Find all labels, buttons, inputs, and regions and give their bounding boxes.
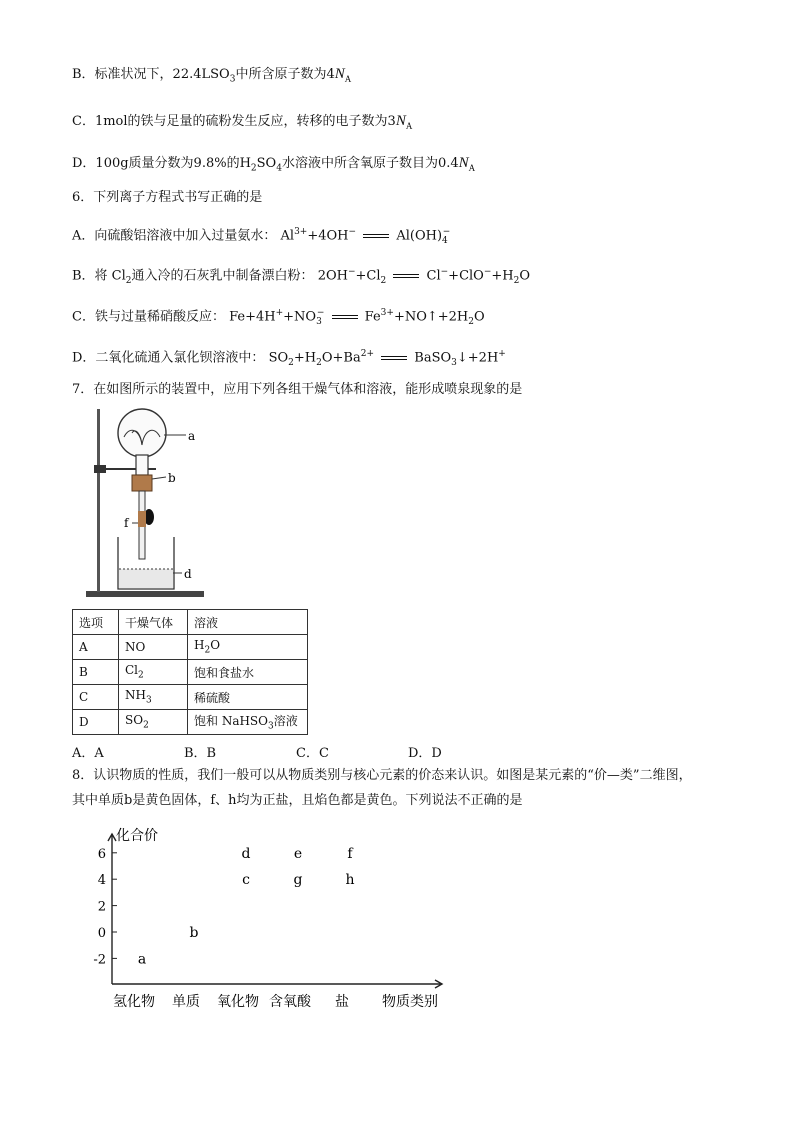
gas-text: SO <box>125 713 144 728</box>
eq-sub: 2 <box>316 357 322 368</box>
sol-text: 饱和食盐水 <box>194 665 255 680</box>
eq-part: Al <box>396 228 410 244</box>
q7-stem: 7．在如图所示的装置中，应用下列各组干燥气体和溶液，能形成喷泉现象的是 <box>72 382 523 397</box>
stand-rod <box>97 409 100 592</box>
n-symbol: N <box>458 155 469 171</box>
point-f: f <box>347 845 353 862</box>
option-label: D．二氧化硫通入氯化钡溶液中： <box>72 350 265 366</box>
label-a: a <box>188 429 196 443</box>
chart-marks <box>138 846 355 968</box>
n-subscript: A <box>405 121 413 131</box>
eq-sup: + <box>275 308 284 318</box>
cell-gas <box>119 710 188 735</box>
eq-part: (OH) <box>409 228 443 244</box>
q6-option-c <box>72 304 485 331</box>
eq-sup: − <box>347 267 356 277</box>
x-category-label: 单质 <box>172 994 200 1010</box>
clamp <box>94 465 106 473</box>
eq-part: Fe <box>364 309 381 325</box>
round-flask <box>118 409 166 457</box>
q5-d-suffix: 水溶液中所含氧原子数目为0.4 <box>281 156 459 171</box>
choice-c[interactable]: C．C <box>296 746 329 761</box>
eq-part: +NO↑+2H <box>393 309 469 325</box>
n-symbol: N <box>395 113 406 129</box>
header-gas: 干燥气体 <box>119 610 188 635</box>
header-solution: 溶液 <box>188 610 308 635</box>
cell-solution <box>188 635 308 660</box>
eq-sub: 2 <box>513 275 520 286</box>
q8-stem-line1: 8．认识物质的性质，我们一般可以从物质类别与核心元素的价态来认识。如图是某元素的“价—类”二维图， <box>72 768 692 783</box>
eq-sub: 2 <box>288 357 294 368</box>
avogadro-symbol <box>335 66 352 82</box>
equals-sign <box>381 356 407 360</box>
cell-solution <box>188 660 308 685</box>
eq-sup: − <box>440 267 449 277</box>
subscript: 2 <box>204 645 211 656</box>
x-axis-label: 物质类别 <box>382 994 438 1010</box>
q7-choices <box>72 742 520 761</box>
option-label: A．向硫酸铝溶液中加入过量氨水： <box>72 228 277 244</box>
eq-part: Fe+4H <box>229 309 276 325</box>
cell-option: B <box>73 660 119 685</box>
choice-b[interactable]: B．B <box>184 746 217 761</box>
y-tick-label: 6 <box>97 846 106 862</box>
beaker-liquid <box>119 569 173 588</box>
avogadro-symbol <box>396 113 413 129</box>
label-d: d <box>184 567 192 581</box>
eq-part: +ClO <box>448 268 484 284</box>
y-tick-label: 4 <box>97 873 106 889</box>
subscript: 2 <box>250 163 257 174</box>
eq-sub: 2 <box>380 275 387 286</box>
q5-option-b <box>72 65 351 89</box>
cell-gas <box>119 660 188 685</box>
subscript: 4 <box>276 163 282 174</box>
q5-b-suffix: 中所含原子数为4 <box>235 67 335 82</box>
eq-sup: − <box>483 267 492 277</box>
table-row <box>73 710 308 735</box>
label-f: f <box>124 516 129 530</box>
q5-option-c <box>72 112 412 135</box>
q6-option-d <box>72 345 506 372</box>
equals-sign <box>393 274 419 278</box>
y-axis-label: 化合价 <box>116 828 158 844</box>
cell-solution <box>188 710 308 735</box>
chart-axes <box>93 828 442 1010</box>
eq-sup: 3+ <box>380 308 394 318</box>
point-b: b <box>189 925 199 941</box>
cell-option: A <box>73 635 119 660</box>
sol-text: 稀硫酸 <box>194 690 231 705</box>
eq-sub: 4 <box>442 235 448 246</box>
y-tick-label: 0 <box>97 926 106 941</box>
equals-sign <box>332 315 358 319</box>
point-h: h <box>345 872 355 889</box>
subscript: 3 <box>145 695 152 706</box>
eq-part: 2OH <box>317 268 348 284</box>
x-category-label: 氢化物 <box>113 994 155 1010</box>
eq-part: +4OH <box>307 228 349 244</box>
eq-part: O <box>474 309 485 325</box>
eq-part: O <box>519 268 531 284</box>
cell-option: D <box>73 710 119 735</box>
eq-sub: 2 <box>468 316 475 327</box>
eq-part: +H <box>293 350 317 366</box>
choice-d[interactable]: D．D <box>408 746 442 761</box>
y-tick-label: 2 <box>97 899 106 915</box>
point-a: a <box>137 951 147 968</box>
q6-option-a <box>72 223 450 250</box>
equals-sign <box>363 234 389 238</box>
point-d: d <box>241 845 251 862</box>
eq-part: +H <box>491 268 514 284</box>
q5-option-d <box>72 154 475 178</box>
option-label: B．将 Cl <box>72 268 126 284</box>
eq-sup: 3+ <box>294 227 308 237</box>
sol-tail: O <box>210 638 221 653</box>
eq-part: Cl <box>426 268 441 284</box>
eq-part: SO <box>268 350 289 366</box>
table-row <box>73 660 308 685</box>
eq-sup: + <box>498 349 506 359</box>
eq-sup: − <box>442 227 451 237</box>
eq-part: ↓+2H <box>456 350 499 366</box>
gas-text: Cl <box>125 663 139 678</box>
x-category-label: 盐 <box>335 994 349 1010</box>
sol-text: 饱和 NaHSO <box>194 714 268 729</box>
stand-base <box>86 591 204 597</box>
subscript: 2 <box>143 720 149 731</box>
n-symbol: N <box>334 66 345 82</box>
point-c: c <box>242 872 250 889</box>
fountain-apparatus-figure <box>84 405 224 605</box>
point-g: g <box>293 872 303 889</box>
q7-options-table <box>72 609 308 735</box>
table-header-row <box>73 610 308 635</box>
label-b-leader <box>152 477 166 479</box>
subscript: 2 <box>125 275 132 286</box>
eq-part: +Cl <box>355 268 381 284</box>
cell-solution <box>188 685 308 710</box>
header-option: 选项 <box>73 610 119 635</box>
rubber-stopper <box>132 475 152 491</box>
eq-part: O+Ba <box>321 350 361 366</box>
option-label: 通入冷的石灰乳中制备漂白粉： <box>131 268 314 284</box>
cell-option: C <box>73 685 119 710</box>
q8-stem-line2: 其中单质b是黄色固体，f、h均为正盐，且焰色都是黄色。下列说法不正确的是 <box>72 793 523 808</box>
choice-a[interactable]: A．A <box>72 746 104 761</box>
subscript: 3 <box>268 721 274 732</box>
eq-part: BaSO <box>414 350 452 366</box>
rubber-tube <box>138 511 146 527</box>
avogadro-symbol <box>459 155 476 171</box>
subscript: 3 <box>229 74 236 85</box>
point-e: e <box>293 845 303 862</box>
valence-class-chart <box>72 824 452 1014</box>
sol-tail: 溶液 <box>273 714 298 729</box>
flask-neck <box>136 455 148 475</box>
subscript: 2 <box>138 670 144 681</box>
q5-b-text: B．标准状况下，22.4LSO <box>72 67 230 82</box>
q6-stem: 6．下列离子方程式书写正确的是 <box>72 190 263 205</box>
x-category-label: 氧化物 <box>217 994 259 1010</box>
eq-sub: 3 <box>316 316 322 327</box>
formula-part: SO <box>256 156 277 171</box>
eq-part: +NO <box>283 309 317 325</box>
cell-gas <box>119 685 188 710</box>
eq-sup: − <box>316 308 325 318</box>
eq-sup: − <box>348 227 357 237</box>
q5-c-text: C．1mol的铁与足量的硫粉发生反应，转移的电子数为3 <box>72 114 396 129</box>
label-b: b <box>168 471 176 485</box>
cell-gas <box>119 635 188 660</box>
n-subscript: A <box>468 163 476 173</box>
sol-text: H <box>194 638 205 653</box>
n-subscript: A <box>344 74 352 84</box>
q5-d-text: D．100g质量分数为9.8%的H <box>72 156 251 171</box>
table-row <box>73 635 308 660</box>
table-row <box>73 685 308 710</box>
gas-text: NH <box>125 688 146 703</box>
q6-option-b <box>72 263 530 290</box>
eq-sup: 2+ <box>360 349 374 359</box>
eq-sub: 3 <box>451 357 457 368</box>
option-label: C．铁与过量稀硝酸反应： <box>72 309 225 325</box>
y-tick-label: -2 <box>93 952 106 968</box>
x-category-label: 含氧酸 <box>269 994 311 1010</box>
gas-text: NO <box>125 640 146 654</box>
eq-part: Al <box>280 228 295 244</box>
